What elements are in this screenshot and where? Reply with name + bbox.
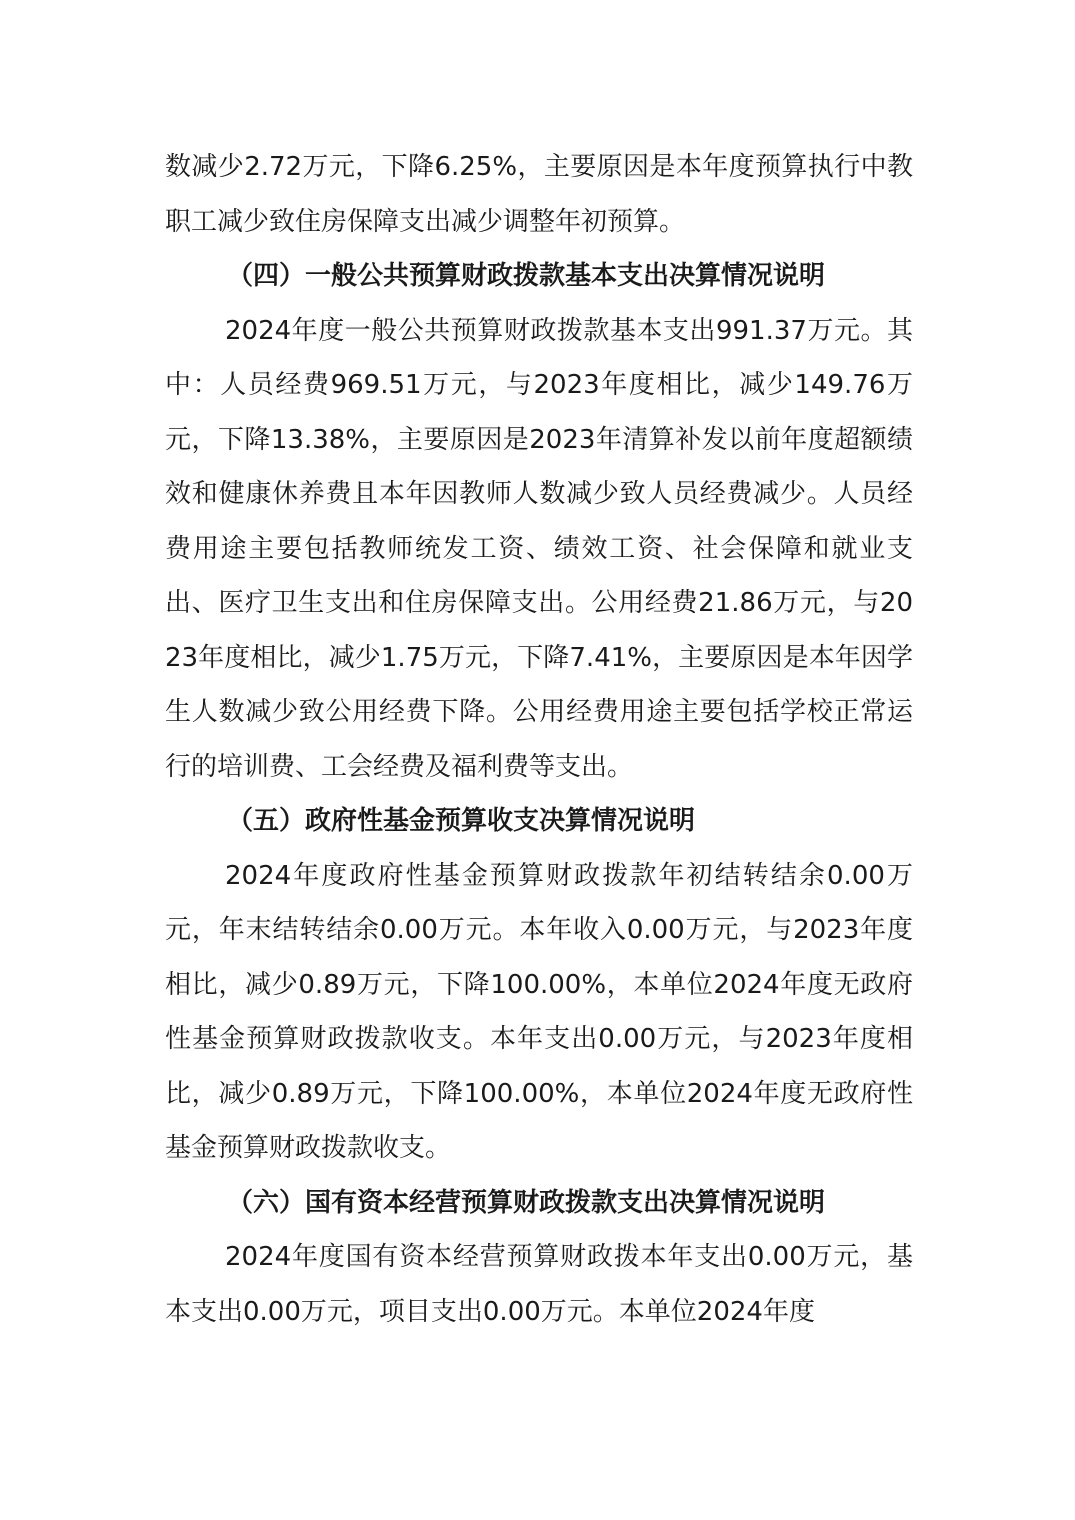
section-heading-4: （四）一般公共预算财政拨款基本支出决算情况说明: [227, 261, 826, 291]
paragraph-continuation: 数减少2.72万元，下降6.25%，主要原因是本年度预算执行中教职工减少致住房保障支出减少调整年初预算。: [165, 152, 913, 237]
section-heading-5: （五）政府性基金预算收支决算情况说明: [227, 806, 696, 836]
paragraph-government-fund: 2024年度政府性基金预算财政拨款年初结转结余0.00万元，年末结转结余0.00万元。本年收入0.00万元，与2023年度相比，减少0.89万元，下降100.00%，本单位2024年度无政府性基金预算财政拨款收支。本年支出0.00万元，与2023年度相比，减少0.89万元，下降100.00%，本单位2024年度无政府性基金预算财政拨款收支。: [165, 860, 913, 1163]
document-page: [165, 140, 913, 1339]
paragraph-basic-expenditure: 2024年度一般公共预算财政拨款基本支出991.37万元。其中：人员经费969.51万元，与2023年度相比，减少149.76万元，下降13.38%，主要原因是2023年清算补发以前年度超额绩效和健康休养费且本年因教师人数减少致人员经费减少。人员经费用途主要包括教师统发工资、绩效工资、社会保障和就业支出、医疗卫生支出和住房保障支出。公用经费21.86万元，与2023年度相比，减少1.75万元，下降7.41%，主要原因是本年因学生人数减少致公用经费下降。公用经费用途主要包括学校正常运行的培训费、工会经费及福利费等支出。: [165, 315, 913, 782]
section-heading-6: （六）国有资本经营预算财政拨款支出决算情况说明: [227, 1187, 826, 1218]
paragraph-state-capital: 2024年度国有资本经营预算财政拨本年支出0.00万元，基本支出0.00万元，项目支出0.00万元。本单位2024年度: [165, 1242, 913, 1327]
